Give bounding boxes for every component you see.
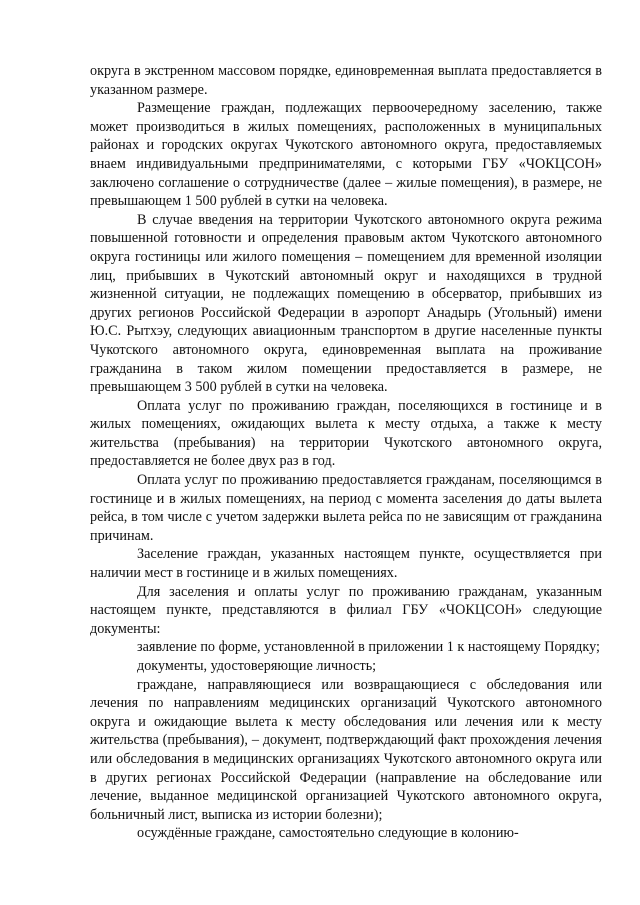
paragraph-payment-period: Оплата услуг по проживанию предоставляется гражданам, поселяющимся в гостинице и в жилых помещениях, на период с момента заселения до даты вылета рейса, в том числе с учетом задержки вылета рейса по не зависящим от гражданина причинам.: [90, 472, 602, 544]
document-page: [90, 62, 602, 843]
list-item-medical: граждане, направляющиеся или возвращающиеся с обследования или лечения по направлениям медицинских организаций Чукотского автономного округа и ожидающие вылета к месту обследования или лечения или к месту жительства (пребывания), – документ, подтверждающий факт прохождения лечения или обследования в медицинских организациях Чукотского автономного округа или в других регионах Российской Федерации (направление на обследование или лечение, выданное медицинской организацией Чукотского автономного округа, больничный лист, выписка из истории болезни);: [90, 676, 602, 823]
list-item-convicted: осуждённые граждане, самостоятельно следующие в колонию-: [137, 825, 519, 842]
paragraph-availability: Заселение граждан, указанных настоящем пункте, осуществляется при наличии мест в гостинице и в жилых помещениях.: [90, 546, 602, 582]
list-item-identity: документы, удостоверяющие личность;: [137, 658, 377, 674]
list-item-application: заявление по форме, установленной в приложении 1 к настоящему Порядку;: [137, 639, 600, 656]
paragraph-payment-frequency: Оплата услуг по проживанию граждан, поселяющихся в гостинице и в жилых помещениях, ожидающих вылета к месту отдыха, а также к месту жительства (пребывания) на территории Чукотского автономного округа, предоставляется не более двух раз в год.: [90, 397, 602, 470]
paragraph-continuation: округа в экстренном массовом порядке, единовременная выплата предоставляется в указанном размере.: [90, 63, 602, 98]
paragraph-isolation-regime: В случае введения на территории Чукотского автономного округа режима повышенной готовности и определения правовым актом Чукотского автономного округа гостиницы или жилого помещения – помещением для временной изоляции лиц, прибывших в Чукотский автономный округ и находящихся в трудной жизненной ситуации, не подлежащих помещению в обсерватор, прибывших из других регионов Российской Федерации в аэропорт Анадырь (Угольный) имени Ю.С. Рытхэу, следующих авиационным транспортом в другие населенные пункты Чукотского автономного округа, единовременная выплата на проживание гражданина в таком жилом помещении предоставляется в размере, не превышающем 3 500 рублей в сутки на человека.: [90, 211, 602, 396]
paragraph-documents-intro: Для заселения и оплаты услуг по проживанию гражданам, указанным настоящем пункте, представляются в филиал ГБУ «ЧОКЦСОН» следующие документы:: [90, 583, 602, 637]
paragraph-housing-placement: Размещение граждан, подлежащих первоочередному заселению, также может производиться в жилых помещениях, расположенных в муниципальных районах и городских округах Чукотского автономного округа, предоставляемых внаем индивидуальными предпринимателями, с которыми ГБУ «ЧОКЦСОН» заключено соглашение о сотрудничестве (далее – жилые помещения), в размере, не превышающем 1 500 рублей в сутки на человека.: [90, 100, 602, 210]
